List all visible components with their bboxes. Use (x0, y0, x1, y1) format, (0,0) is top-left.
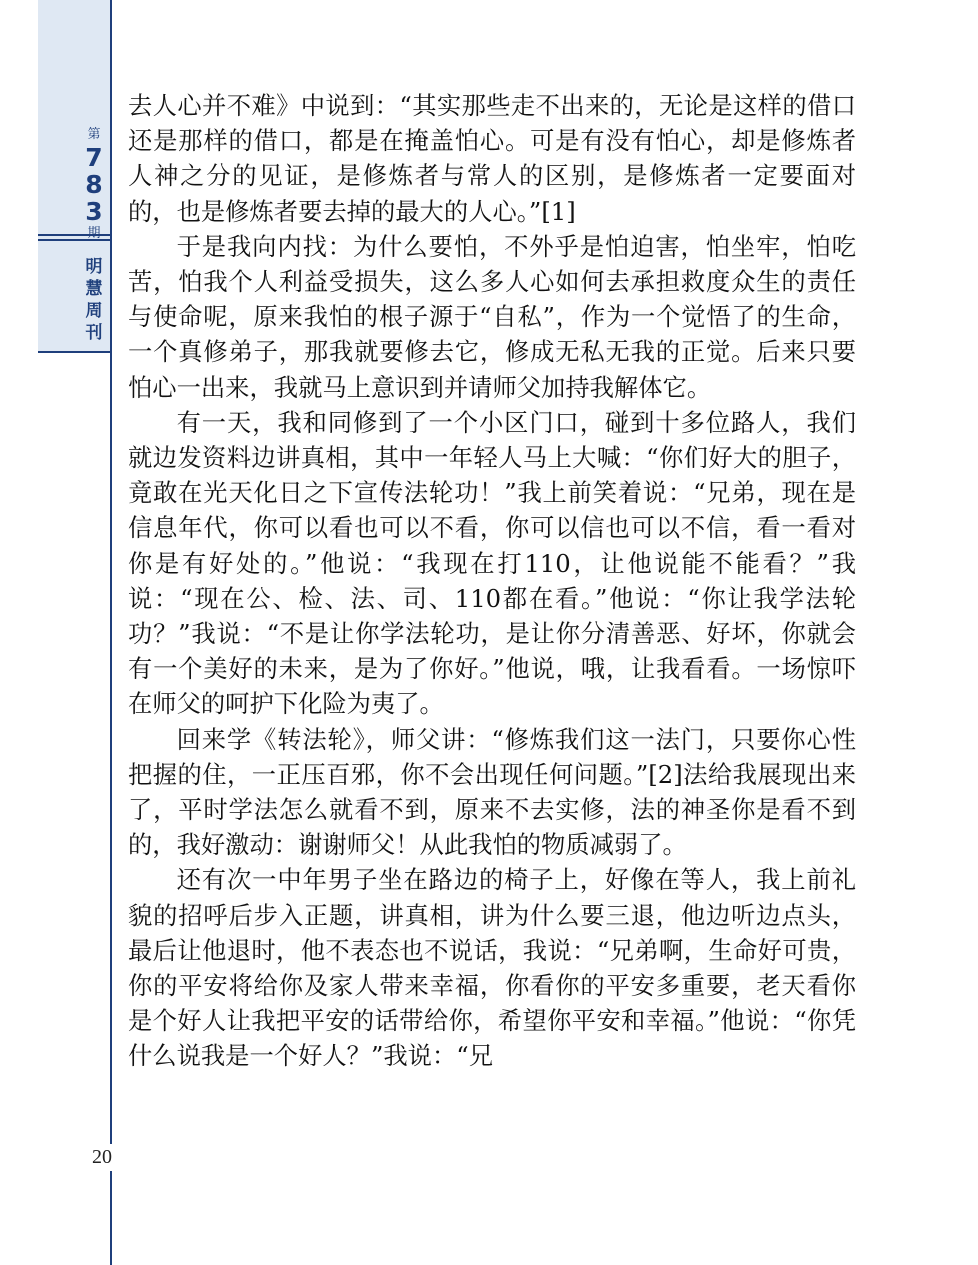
issue-digit: 3 (85, 197, 103, 226)
margin-rule (110, 0, 112, 1265)
journal-char: 慧 (85, 279, 103, 299)
sidebar-bottom-rule (38, 351, 111, 353)
page-number: 20 (92, 1144, 112, 1171)
paragraph: 还有次一中年男子坐在路边的椅子上，好像在等人，我上前礼貌的招呼后步入正题，讲真相，讲为什么要三退，他边听边点头，最后让他退时，他不表态也不说话，我说：“兄弟啊，生命好可贵，你的平安将给你及家人带来幸福，你看你的平安多重要，老天看你是个好人让我把平安的话带给你，希望你平安和幸福。”他说：“你凭什么说我是一个好人？”我说：“兄 (128, 865, 856, 1071)
journal-char: 明 (85, 257, 103, 277)
paragraph: 去人心并不难》中说到：“其实那些走不出来的，无论是这样的借口还是那样的借口，都是在掩盖怕心。可是有没有怕心，却是修炼者人神之分的见证，是修炼者与常人的区别，是修炼者一定要面对的，也是修炼者要去掉的最大的人心。”[1] (128, 91, 856, 226)
issue-number (82, 126, 106, 243)
journal-char: 周 (85, 301, 103, 321)
issue-digit: 7 (85, 143, 103, 172)
journal-title (82, 256, 106, 344)
paragraph: 有一天，我和同修到了一个小区门口，碰到十多位路人，我们就边发资料边讲真相，其中一年轻人马上大喊：“你们好大的胆子，竟敢在光天化日之下宣传法轮功！”我上前笑着说：“兄弟，现在是信息年代，你可以看也可以不看，你可以信也可以不信，看一看对你是有好处的。”他说：“我现在打110，让他说能不能看？”我说：“现在公、检、法、司、110都在看。”他说：“你让我学法轮功？”我说：“不是让你学法轮功，是让你分清善恶、好坏，你就会有一个美好的未来，是为了你好。”他说，哦，让我看看。一场惊吓在师父的呵护下化险为夷了。 (128, 407, 856, 719)
issue-suffix: 期 (87, 226, 101, 241)
paragraph: 于是我向内找：为什么要怕，不外乎是怕迫害，怕坐牢，怕吃苦，怕我个人利益受损失，这么多人心如何去承担救度众生的责任与使命呢，原来我怕的根子源于“自私”，作为一个觉悟了的生命，一个真修弟子，那我就要修去它，修成无私无我的正觉。后来只要怕心一出来，我就马上意识到并请师父加持我解体它。 (128, 231, 856, 402)
journal-char: 刊 (85, 323, 103, 343)
issue-digit: 8 (85, 170, 103, 199)
article-body (128, 88, 856, 1074)
paragraph: 回来学《转法轮》，师父讲：“修炼我们这一法门，只要你心性把握的住，一正压百邪，你不会出现任何问题。”[2]法给我展现出来了，平时学法怎么就看不到，原来不去实修，法的神圣你是看不到的，我好激动：谢谢师父！从此我怕的物质减弱了。 (128, 724, 856, 860)
issue-prefix: 第 (87, 127, 101, 142)
